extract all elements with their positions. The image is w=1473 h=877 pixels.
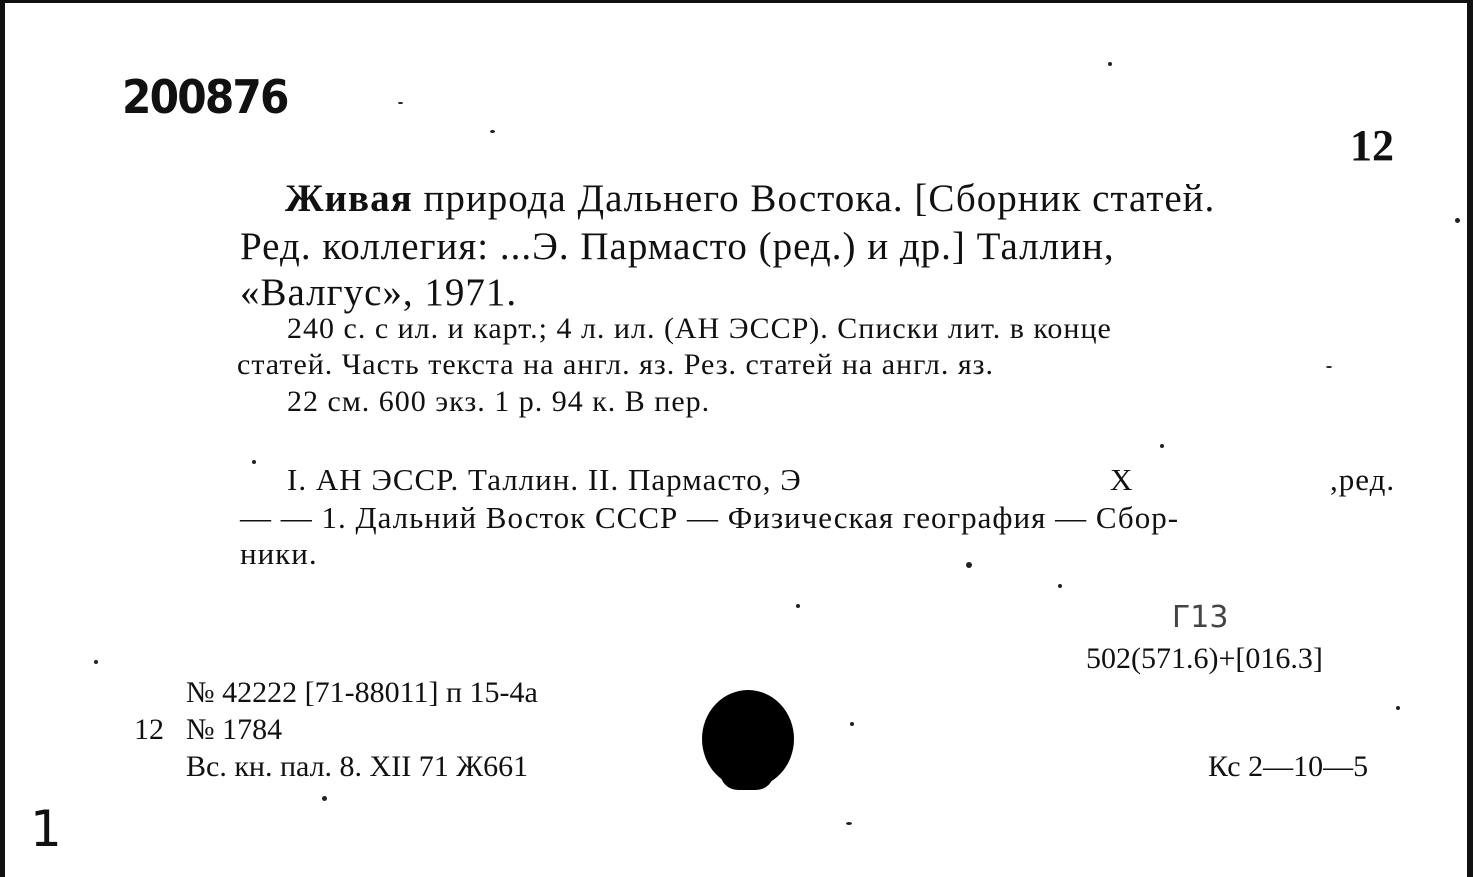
card-top-edge xyxy=(0,0,1473,3)
ink-speck xyxy=(1160,444,1164,448)
tracings-line-1-left: I. АН ЭССР. Таллин. II. Пармасто, Э xyxy=(287,462,802,497)
ink-speck xyxy=(846,822,852,825)
price-code: Кс 2—10—5 xyxy=(1208,750,1369,783)
ink-speck xyxy=(1455,218,1460,223)
title-line-1 xyxy=(285,176,1215,221)
title-line-3: «Валгус», 1971. xyxy=(240,271,518,314)
tracings-line-1-mid: Х xyxy=(1110,462,1134,497)
collation-line-2: статей. Часть текста на англ. яз. Рез. статей на англ. яз. xyxy=(237,348,995,381)
card-left-edge xyxy=(0,0,5,877)
handwritten-accession-number: 200876 xyxy=(122,70,288,124)
title-line-1-rest: природа Дальнего Востока. [Сборник статей. xyxy=(423,177,1216,220)
ink-speck xyxy=(252,460,256,464)
registry-line-2: № 1784 xyxy=(186,713,283,746)
ink-speck xyxy=(398,102,403,104)
ink-speck xyxy=(490,130,495,133)
tracings-line-3: ники. xyxy=(240,536,318,571)
classification-code: 502(571.6)+[016.3] xyxy=(1086,642,1323,675)
registry-line-3: Вс. кн. пал. 8. XII 71 Ж661 xyxy=(186,750,529,783)
ink-speck xyxy=(796,604,800,608)
ink-speck xyxy=(322,796,327,801)
ink-speck xyxy=(1326,366,1332,368)
ink-speck xyxy=(94,660,98,664)
tracings-line-1-right: ,ред. xyxy=(1330,462,1396,497)
card-right-edge xyxy=(1467,0,1473,877)
handwritten-mark: Г13 xyxy=(1172,600,1229,635)
ink-speck xyxy=(850,722,854,726)
title-bold-word: Живая xyxy=(285,177,413,220)
registry-line-1: № 42222 [71-88011] п 15-4а xyxy=(186,676,538,709)
collation-line-3: 22 см. 600 экз. 1 р. 94 к. В пер. xyxy=(287,385,711,418)
corner-number: 12 xyxy=(1350,121,1394,170)
title-line-2: Ред. коллегия: ...Э. Пармасто (ред.) и др.] Таллин, xyxy=(240,225,1115,268)
ink-stamp-blot xyxy=(702,690,794,788)
collation-line-1: 240 с. с ил. и карт.; 4 л. ил. (АН ЭССР). Списки лит. в конце xyxy=(287,312,1112,345)
ink-speck xyxy=(1058,584,1062,588)
ink-speck xyxy=(1396,706,1400,710)
tracings-line-2: — — 1. Дальний Восток СССР — Физическая география — Сбор- xyxy=(240,500,1180,535)
registry-line-2-prefix: 12 xyxy=(134,713,164,746)
ink-speck xyxy=(1108,62,1112,66)
handwritten-one: 1 xyxy=(30,800,62,858)
ink-speck xyxy=(966,562,972,568)
